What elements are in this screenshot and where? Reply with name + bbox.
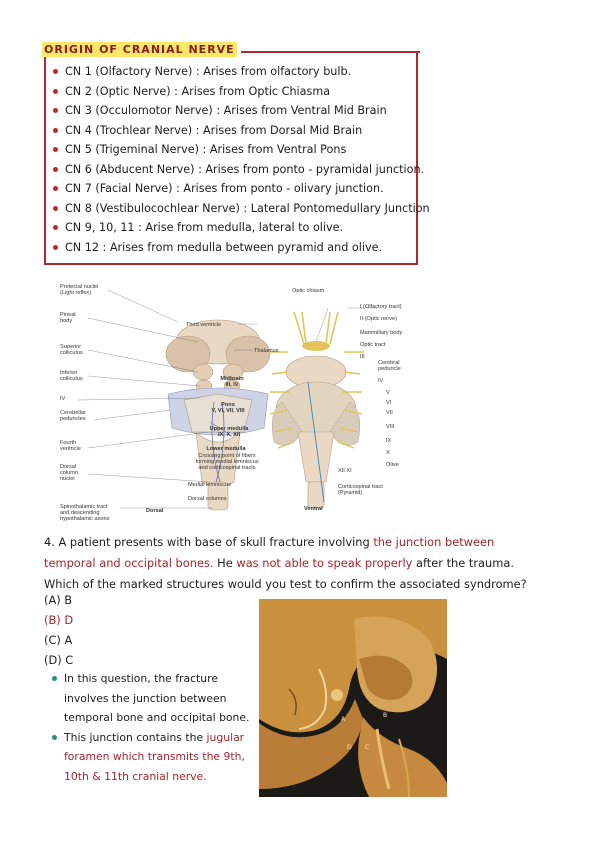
label-optic-chiasm: Optic chiasm: [292, 288, 325, 294]
label-crossing: Crossing point of fibers forming medial lemniscus and corticospinal tracts: [195, 453, 259, 472]
question-highlight: the junction between temporal and occipital bones.: [44, 535, 495, 570]
label-cn-vii: VII: [386, 410, 393, 416]
label-optic-nerve: II (Optic nerve): [360, 316, 397, 322]
label-ventral: Ventral: [304, 506, 323, 512]
label-cn-iii: III: [360, 354, 365, 360]
sagittal-section-photo: [259, 599, 447, 797]
label-cn-v: V: [386, 390, 390, 396]
list-item: CN 1 (Olfactory Nerve) : Arises from olfactory bulb.: [52, 62, 430, 82]
option-a: (A) B: [44, 593, 73, 607]
option-d: (D) C: [44, 653, 74, 667]
label-pretectal: Pretectal nuclei (Light reflex): [60, 284, 99, 297]
label-medial-lemniscus: Medial lemniscus: [188, 482, 231, 488]
label-mammillary-body: Mammillary body: [360, 330, 403, 336]
list-item: CN 7 (Facial Nerve) : Arises from ponto - olivary junction.: [52, 179, 430, 199]
question-part: He: [213, 556, 237, 570]
label-pineal: Pineal body: [60, 312, 76, 325]
label-fourth-ventricle: Fourth ventricle: [60, 440, 81, 453]
label-olive: Olive: [386, 462, 399, 468]
list-item: CN 12 : Arises from medulla between pyramid and olive.: [52, 238, 430, 258]
photo-marker-a: A: [341, 716, 346, 723]
label-cn-xii-xi: XII XI: [338, 468, 352, 474]
list-item: CN 5 (Trigeminal Nerve) : Arises from Ventral Pons: [52, 140, 430, 160]
cranial-nerve-list: [52, 62, 430, 257]
brainstem-diagram: [58, 282, 418, 530]
label-upper-medulla: Upper medulla IX, X, XII: [209, 426, 249, 439]
section-title-text: ORIGIN OF CRANIAL NERVE: [44, 43, 235, 56]
list-item: CN 8 (Vestibulocochlear Nerve) : Lateral Pontomedullary Junction: [52, 199, 430, 219]
list-item: CN 6 (Abducent Nerve) : Arises from ponto - pyramidal junction.: [52, 160, 430, 180]
list-item: CN 3 (Occulomotor Nerve) : Arises from Ventral Mid Brain: [52, 101, 430, 121]
list-item: CN 9, 10, 11 : Arise from medulla, lateral to olive.: [52, 218, 430, 238]
question-part: 4. A patient presents with base of skull fracture involving: [44, 535, 374, 549]
label-dorsal-columns: Dorsal columns: [188, 496, 227, 502]
label-inferior-colliculus: Inferior colliculus: [60, 370, 83, 383]
label-cerebellar-peduncles: Cerebellar peduncles: [60, 410, 86, 423]
label-lower-medulla: Lower medulla: [206, 446, 246, 452]
label-spinothalamic: Spinothalamic tract and descending hypothalamic axons: [60, 504, 110, 523]
label-superior-colliculus: Superior colliculus: [60, 344, 83, 357]
list-item: CN 4 (Trochlear Nerve) : Arises from Dorsal Mid Brain: [52, 121, 430, 141]
section-title: [42, 43, 241, 56]
option-b-correct: (B) D: [44, 613, 74, 627]
question-text: [44, 532, 534, 595]
ventral-view: [268, 312, 364, 508]
label-midbrain: Midbrain III, IV: [220, 376, 244, 389]
photo-marker-b: B: [383, 712, 388, 719]
question-highlight: was not able to speak properly: [236, 556, 413, 570]
label-cn-ix: IX: [386, 438, 392, 444]
explanation-highlight: jugular foramen which transmits the 9th, 10th & 11th cranial nerve.: [64, 730, 245, 783]
label-olfactory-tract: I (Olfactory tract): [360, 304, 402, 310]
label-dorsal-column-nuclei: Dorsal column nuclei: [60, 464, 79, 483]
explanation-list: [52, 669, 252, 786]
list-item: [52, 728, 252, 787]
list-item: CN 2 (Optic Nerve) : Arises from Optic Chiasma: [52, 82, 430, 102]
photo-marker-d: D: [347, 744, 352, 751]
label-iv-left: IV: [60, 396, 66, 402]
explanation-text: This junction contains the: [64, 730, 207, 744]
label-third-ventricle: Third ventricle: [186, 322, 222, 328]
label-cerebral-peduncle: Cerebral peduncle: [378, 360, 401, 373]
list-item: [52, 669, 252, 728]
label-pons: Pons V, VI, VII, VIII: [211, 402, 245, 415]
label-cn-x: X: [386, 450, 390, 456]
label-cn-viii: VIII: [386, 424, 395, 430]
option-c: (C) A: [44, 633, 73, 647]
label-dorsal: Dorsal: [146, 508, 164, 514]
label-optic-tract: Optic tract: [360, 342, 386, 348]
sagittal-section-image: [259, 599, 447, 797]
label-corticospinal: Corticospinal tract (Pyramid): [338, 484, 383, 497]
label-thalamus: Thalamus: [254, 348, 279, 354]
photo-marker-c: C: [365, 744, 370, 751]
answer-options: [44, 590, 73, 670]
question-part: after the trauma. Which of the marked structures would you test to confirm the associated syndrome?: [44, 556, 527, 591]
label-cn-vi: VI: [386, 400, 392, 406]
label-cn-iv: IV: [378, 378, 384, 384]
explanation-text: In this question, the fracture involves the junction between temporal bone and occipital bone.: [64, 672, 250, 724]
